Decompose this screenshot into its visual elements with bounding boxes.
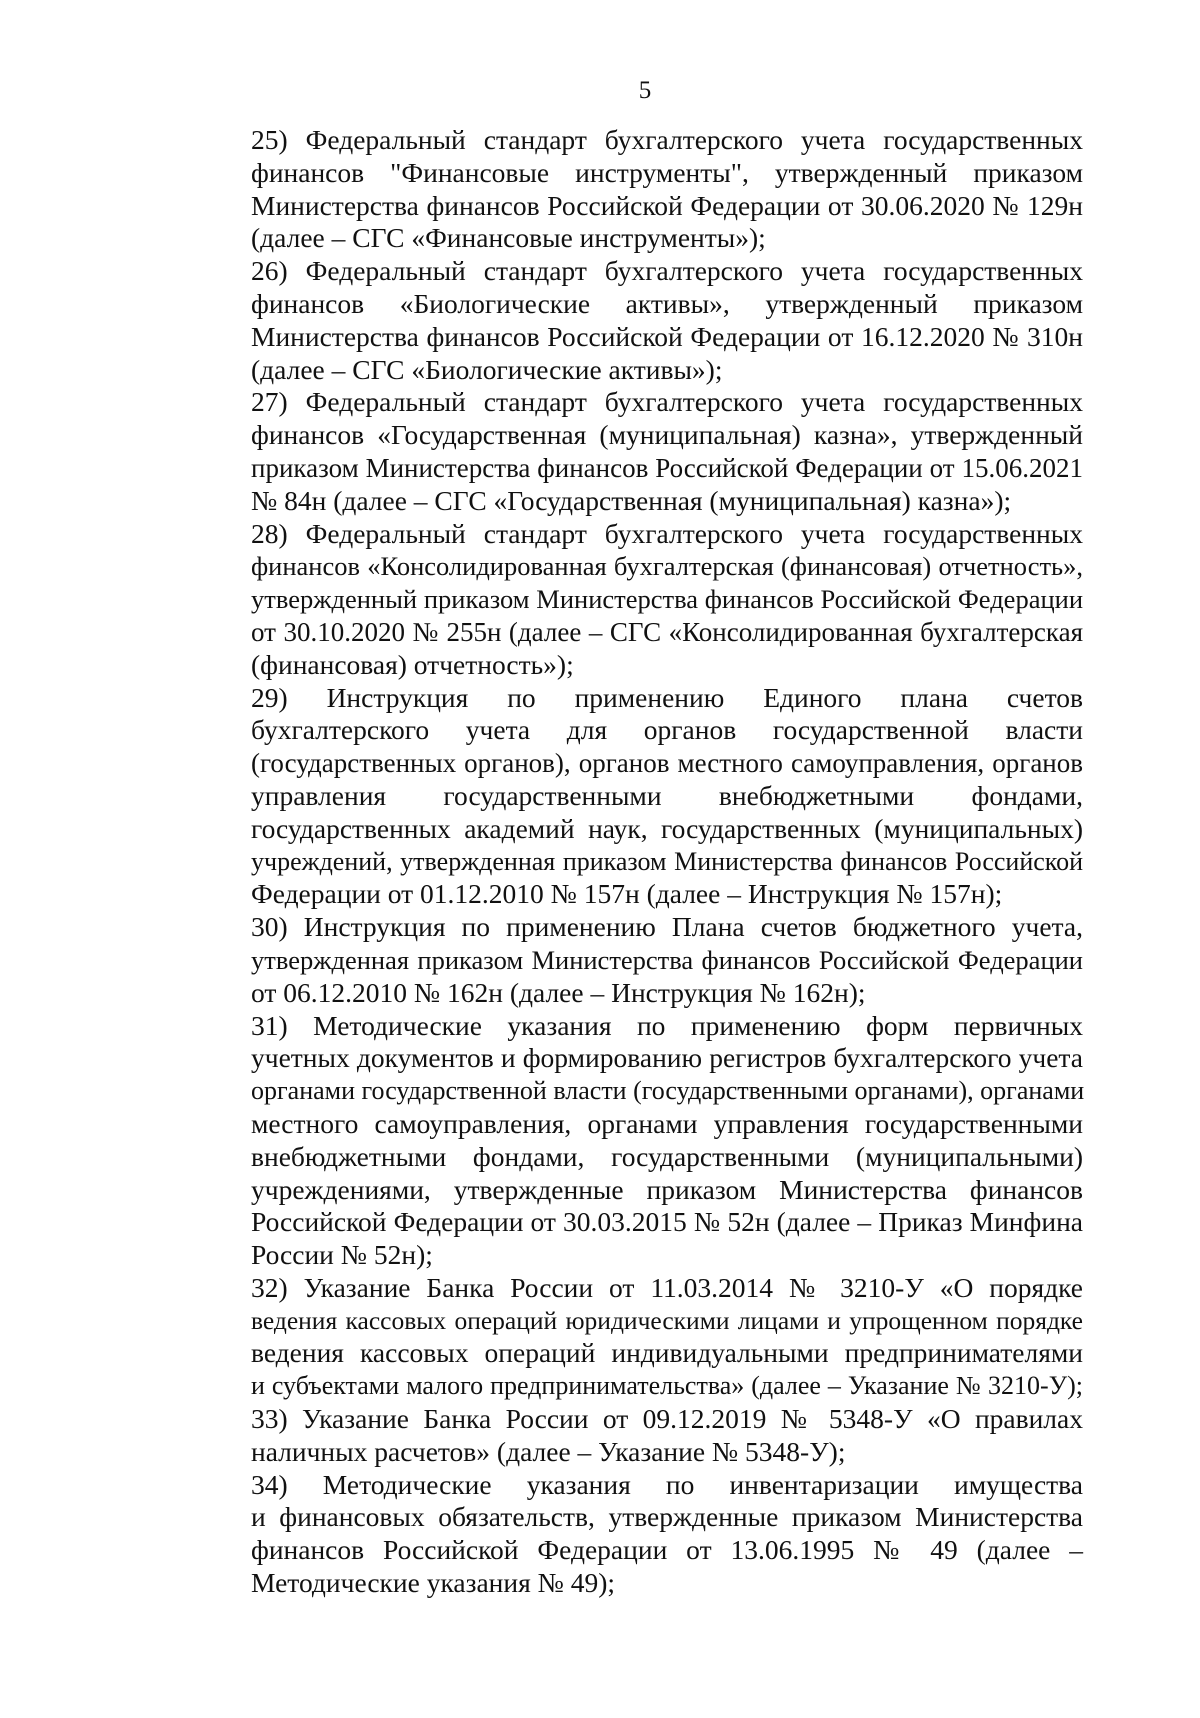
text-line: 31) Методические указания по применению форм первичных (251, 1009, 1083, 1041)
text-line: Министерства финансов Российской Федерации от 30.06.2020 № 129н (251, 189, 1083, 221)
list-item (171, 911, 1083, 1009)
text-line: от 30.10.2020 № 255н (далее – СГС «Консолидированная бухгалтерская (251, 616, 1083, 647)
text-line: 30) Инструкция по применению Плана счетов бюджетного учета, (251, 911, 1083, 943)
text-line: 33) Указание Банка России от 09.12.2019 № 5348-У «О правилах (251, 1403, 1083, 1435)
text-line: утвержденный приказом Министерства финансов Российской Федерации (251, 584, 1083, 615)
text-line: финансов «Биологические активы», утвержденный приказом (251, 287, 1083, 319)
page-number: 5 (638, 77, 652, 104)
list-item (171, 1403, 1083, 1469)
list-item (171, 386, 1083, 517)
text-line: органами государственной власти (государственными органами), органами (251, 1076, 1085, 1106)
list-item (171, 1469, 1083, 1600)
text-line: 25) Федеральный стандарт бухгалтерского учета государственных (251, 124, 1083, 155)
text-line: Методические указания № 49); (251, 1567, 616, 1599)
text-line: наличных расчетов» (далее – Указание № 5348-У); (251, 1435, 846, 1467)
text-line: (финансовая) отчетность»); (251, 648, 574, 680)
text-line: учреждениями, утвержденные приказом Министерства финансов (251, 1173, 1083, 1205)
text-line: приказом Министерства финансов Российской Федерации от 15.06.2021 (251, 452, 1083, 483)
list-item (171, 124, 1083, 255)
text-line: утвержденная приказом Министерства финансов Российской Федерации (251, 944, 1083, 975)
text-line: и финансовых обязательств, утвержденные приказом Министерства (251, 1501, 1083, 1533)
text-line: ведения кассовых операций юридическими лицами и упрощенном порядке (251, 1305, 1083, 1335)
text-line: 32) Указание Банка России от 11.03.2014 № 3210-У «О порядке (251, 1271, 1083, 1303)
text-line: финансов «Государственная (муниципальная) казна», утвержденный (251, 419, 1083, 451)
text-line: (государственных органов), органов местного самоуправления, органов (251, 748, 1083, 779)
document-body (171, 124, 1083, 1600)
text-line: ведения кассовых операций индивидуальными предпринимателями (251, 1337, 1083, 1369)
list-item (171, 682, 1083, 912)
text-line: 28) Федеральный стандарт бухгалтерского учета государственных (251, 517, 1083, 549)
text-line: государственных академий наук, государственных (муниципальных) (251, 812, 1083, 844)
text-line: и субъектами малого предпринимательства» (далее – Указание № 3210-У); (251, 1371, 1083, 1401)
text-line: Российской Федерации от 30.03.2015 № 52н (далее – Приказ Минфина (251, 1206, 1083, 1238)
text-line: финансов Российской Федерации от 13.06.1995 № 49 (далее – (251, 1534, 1083, 1566)
text-line: учреждений, утвержденная приказом Министерства финансов Российской (251, 846, 1083, 876)
text-line: (далее – СГС «Биологические активы»); (251, 353, 723, 385)
text-line: 29) Инструкция по применению Единого плана счетов (251, 681, 1083, 713)
text-line: 27) Федеральный стандарт бухгалтерского учета государственных (251, 386, 1083, 418)
text-line: бухгалтерского учета для органов государственной власти (251, 714, 1083, 746)
text-line: финансов «Консолидированная бухгалтерская (финансовая) отчетность», (251, 551, 1083, 582)
text-line: Министерства финансов Российской Федерации от 16.12.2020 № 310н (251, 320, 1083, 352)
list-item (171, 518, 1083, 682)
text-line: 26) Федеральный стандарт бухгалтерского учета государственных (251, 255, 1083, 287)
text-line: учетных документов и формированию регистров бухгалтерского учета (251, 1042, 1083, 1074)
list-item (171, 1272, 1083, 1403)
text-line: (далее – СГС «Финансовые инструменты»); (251, 222, 766, 254)
text-line: внебюджетными фондами, государственными (муниципальными) (251, 1140, 1083, 1172)
text-line: управления государственными внебюджетными фондами, (251, 779, 1083, 811)
list-item (171, 255, 1083, 386)
text-line: Федерации от 01.12.2010 № 157н (далее – Инструкция № 157н); (251, 878, 1003, 910)
text-line: России № 52н); (251, 1239, 433, 1271)
list-item (171, 1010, 1083, 1272)
text-line: 34) Методические указания по инвентаризации имущества (251, 1468, 1083, 1500)
text-line: местного самоуправления, органами управления государственными (251, 1107, 1083, 1139)
text-line: № 84н (далее – СГС «Государственная (муниципальная) казна»); (251, 484, 1012, 516)
text-line: финансов "Финансовые инструменты", утвержденный приказом (251, 156, 1083, 188)
text-line: от 06.12.2010 № 162н (далее – Инструкция № 162н); (251, 976, 866, 1008)
